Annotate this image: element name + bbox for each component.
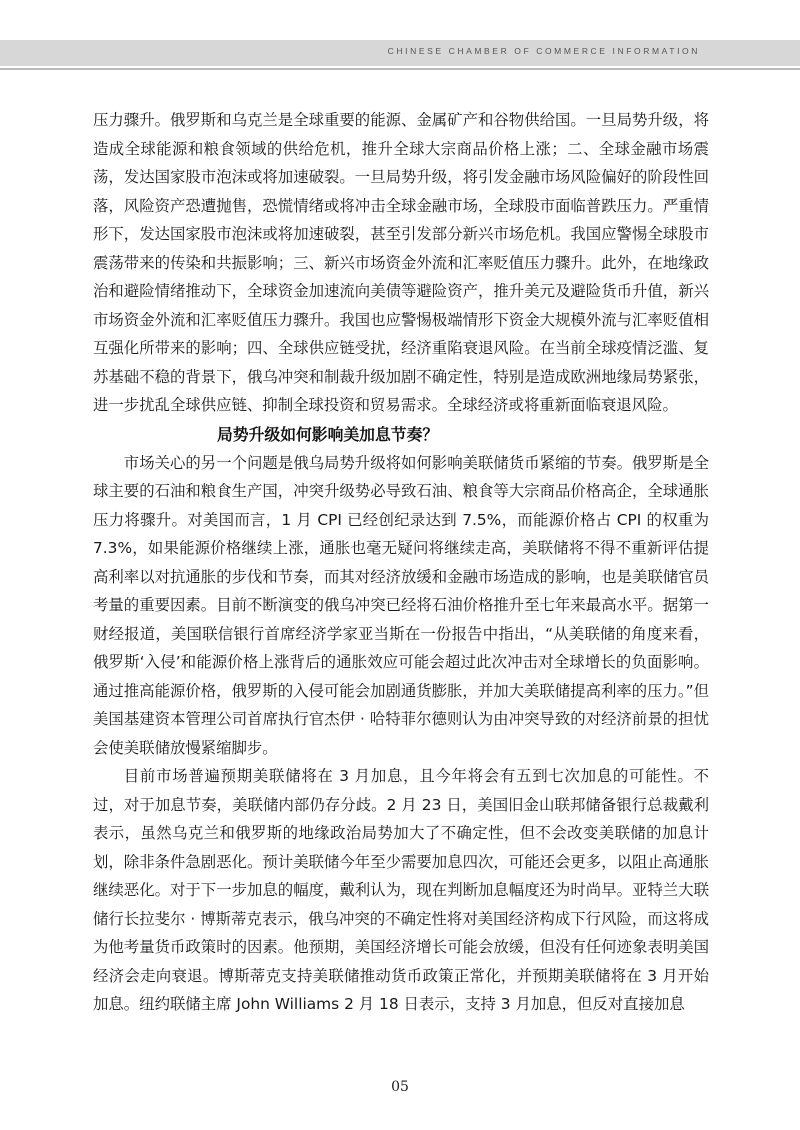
article-body <box>93 106 709 1019</box>
header-divider <box>0 68 800 70</box>
article-paragraph: 市场关心的另一个问题是俄乌局势升级将如何影响美联储货币紧缩的节奏。俄罗斯是全球主要的石油和粮食生产国，冲突升级势必导致石油、粮食等大宗商品价格高企，全球通胀压力将骤升。对美国而言，1 月 CPI 已经创纪录达到 7.5%，而能源价格占 CPI 的权重为 7.3%，如果能源价格继续上涨，通胀也毫无疑问将继续走高，美联储将不得不重新评估提高利率以对抗通胀的步伐和节奏，而其对经济放缓和金融市场造成的影响，也是美联储官员考量的重要因素。目前不断演变的俄乌冲突已经将石油价格推升至七年来最高水平。据第一财经报道，美国联信银行首席经济学家亚当斯在一份报告中指出，“从美联储的角度来看，俄罗斯‘入侵’和能源价格上涨背后的通胀效应可能会超过此次冲击对全球增长的负面影响。通过推高能源价格，俄罗斯的入侵可能会加剧通货膨胀，并加大美联储提高利率的压力。”但美国基建资本管理公司首席执行官杰伊 · 哈特菲尔德则认为由冲突导致的对经济前景的担忧会使美联储放慢紧缩脚步。 <box>93 453 709 757</box>
page-number: 05 <box>391 1079 409 1095</box>
publication-banner-title: CHINESE CHAMBER OF COMMERCE INFORMATION <box>387 46 700 56</box>
section-heading: 局势升级如何影响美加息节奏？ <box>217 424 439 444</box>
article-paragraph: 目前市场普遍预期美联储将在 3 月加息，且今年将会有五到七次加息的可能性。不过，对于加息节奏，美联储内部仍存分歧。2 月 23 日，美国旧金山联邦储备银行总裁戴利表示，虽然乌克兰和俄罗斯的地缘政治局势加大了不确定性，但不会改变美联储的加息计划，除非条件急剧恶化。预计美联储今年至少需要加息四次，可能还会更多，以阻止高通胀继续恶化。对于下一步加息的幅度，戴利认为，现在判断加息幅度还为时尚早。亚特兰大联储行长拉斐尔 · 博斯蒂克表示，俄乌冲突的不确定性将对美国经济构成下行风险，而这将成为他考量货币政策时的因素。他预期，美国经济增长可能会放缓，但没有任何迹象表明美国经济会走向衰退。博斯蒂克支持美联储推动货币政策正常化，并预期美联储将在 3 月开始加息。纽约联储主席 John Williams 2 月 18 日表示，支持 3 月加息，但反对直接加息 <box>93 767 709 1013</box>
article-paragraph: 压力骤升。俄罗斯和乌克兰是全球重要的能源、金属矿产和谷物供给国。一旦局势升级，将造成全球能源和粮食领域的供给危机，推升全球大宗商品价格上涨；二、全球金融市场震荡，发达国家股市泡沫或将加速破裂。一旦局势升级，将引发金融市场风险偏好的阶段性回落，风险资产恐遭抛售，恐慌情绪或将冲击全球金融市场，全球股市面临普跌压力。严重情形下，发达国家股市泡沫或将加速破裂，甚至引发部分新兴市场危机。我国应警惕全球股市震荡带来的传染和共振影响；三、新兴市场资金外流和汇率贬值压力骤升。此外，在地缘政治和避险情绪推动下，全球资金加速流向美债等避险资产，推升美元及避险货币升值，新兴市场资金外流和汇率贬值压力骤升。我国也应警惕极端情形下资金大规模外流与汇率贬值相互强化所带来的影响；四、全球供应链受扰，经济重陷衰退风险。在当前全球疫情泛滥、复苏基础不稳的背景下，俄乌冲突和制裁升级加剧不确定性，特别是造成欧洲地缘局势紧张，进一步扰乱全球供应链、抑制全球投资和贸易需求。全球经济或将重新面临衰退风险。 <box>93 111 709 414</box>
